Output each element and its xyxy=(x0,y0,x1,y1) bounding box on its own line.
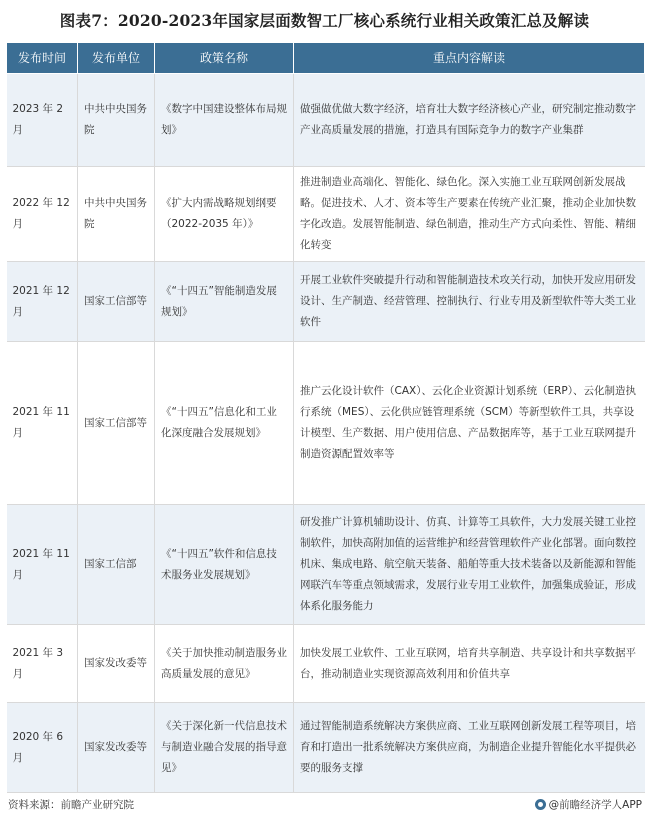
chart-title: 图表7：2020-2023年国家层面数智工厂核心系统行业相关政策汇总及解读 xyxy=(59,11,590,30)
cell-unit: 国家工信部 xyxy=(78,505,155,625)
cell-key-content: 推广云化设计软件（CAX）、云化企业资源计划系统（ERP）、云化制造执行系统（MES）、云化供应链管理系统（SCM）等新型软件工具，共享设计模型、生产数据、用户使用信息、产品数据库等，基于工业互联网提升制造资源配置效率等 xyxy=(294,342,645,505)
header-key-content: 重点内容解读 xyxy=(294,43,645,74)
cell-date: 2021 年 11 月 xyxy=(7,342,78,505)
source-note: 资料来源：前瞻产业研究院 xyxy=(8,799,134,811)
table-row xyxy=(7,703,645,793)
table-row xyxy=(7,74,645,167)
table-header-row xyxy=(7,43,645,74)
cell-key-content: 推进制造业高端化、智能化、绿色化。深入实施工业互联网创新发展战略。促进技术、人才、资本等生产要素在传统产业汇聚，推动企业加快数字化改造。发展智能制造、绿色制造，推动生产方式向柔性、智能、精细化转变 xyxy=(294,167,645,262)
cell-date: 2022 年 12 月 xyxy=(7,167,78,262)
header-date: 发布时间 xyxy=(7,43,78,74)
cell-policy-name: 《数字中国建设整体布局规划》 xyxy=(155,74,294,167)
cell-date: 2021 年 3 月 xyxy=(7,625,78,703)
cell-unit: 国家工信部等 xyxy=(78,262,155,342)
header-policy-name: 政策名称 xyxy=(155,43,294,74)
policy-table xyxy=(6,42,645,793)
cell-key-content: 开展工业软件突破提升行动和智能制造技术攻关行动，加快开发应用研发设计、生产制造、经营管理、控制执行、行业专用及新型软件等大类工业软件 xyxy=(294,262,645,342)
cell-unit: 中共中央国务院 xyxy=(78,74,155,167)
header-unit: 发布单位 xyxy=(78,43,155,74)
cell-unit: 中共中央国务院 xyxy=(78,167,155,262)
cell-policy-name: 《关于加快推动制造服务业高质量发展的意见》 xyxy=(155,625,294,703)
brand-logo-icon xyxy=(535,799,546,810)
cell-unit: 国家发改委等 xyxy=(78,703,155,793)
cell-policy-name: 《“十四五”信息化和工业化深度融合发展规划》 xyxy=(155,342,294,505)
cell-date: 2021 年 11 月 xyxy=(7,505,78,625)
table-row xyxy=(7,262,645,342)
table-row xyxy=(7,505,645,625)
cell-date: 2021 年 12 月 xyxy=(7,262,78,342)
cell-policy-name: 《“十四五”软件和信息技术服务业发展规划》 xyxy=(155,505,294,625)
cell-unit: 国家发改委等 xyxy=(78,625,155,703)
cell-date: 2023 年 2 月 xyxy=(7,74,78,167)
cell-key-content: 加快发展工业软件、工业互联网，培育共享制造、共享设计和共享数据平台，推动制造业实现资源高效利用和价值共享 xyxy=(294,625,645,703)
cell-key-content: 通过智能制造系统解决方案供应商、工业互联网创新发展工程等项目，培育和打造出一批系统解决方案供应商，为制造企业提升智能化水平提供必要的服务支撑 xyxy=(294,703,645,793)
cell-policy-name: 《“十四五”智能制造发展规划》 xyxy=(155,262,294,342)
table-row xyxy=(7,625,645,703)
cell-key-content: 研发推广计算机辅助设计、仿真、计算等工具软件，大力发展关键工业控制软件，加快高附加值的运营维护和经营管理软件产业化部署。面向数控机床、集成电路、航空航天装备、船舶等重大技术装备以及新能源和智能网联汽车等重点领域需求，发展行业专用工业软件，加强集成验证，形成体系化服务能力 xyxy=(294,505,645,625)
brand-text: @前瞻经济学人APP xyxy=(548,799,642,811)
cell-policy-name: 《扩大内需战略规划纲要（2022-2035 年）》 xyxy=(155,167,294,262)
brand-credit xyxy=(535,797,642,812)
cell-key-content: 做强做优做大数字经济，培育壮大数字经济核心产业，研究制定推动数字产业高质量发展的措施，打造具有国际竞争力的数字产业集群 xyxy=(294,74,645,167)
table-row xyxy=(7,342,645,505)
cell-date: 2020 年 6 月 xyxy=(7,703,78,793)
cell-unit: 国家工信部等 xyxy=(78,342,155,505)
table-row xyxy=(7,167,645,262)
footer xyxy=(8,797,642,815)
cell-policy-name: 《关于深化新一代信息技术与制造业融合发展的指导意见》 xyxy=(155,703,294,793)
